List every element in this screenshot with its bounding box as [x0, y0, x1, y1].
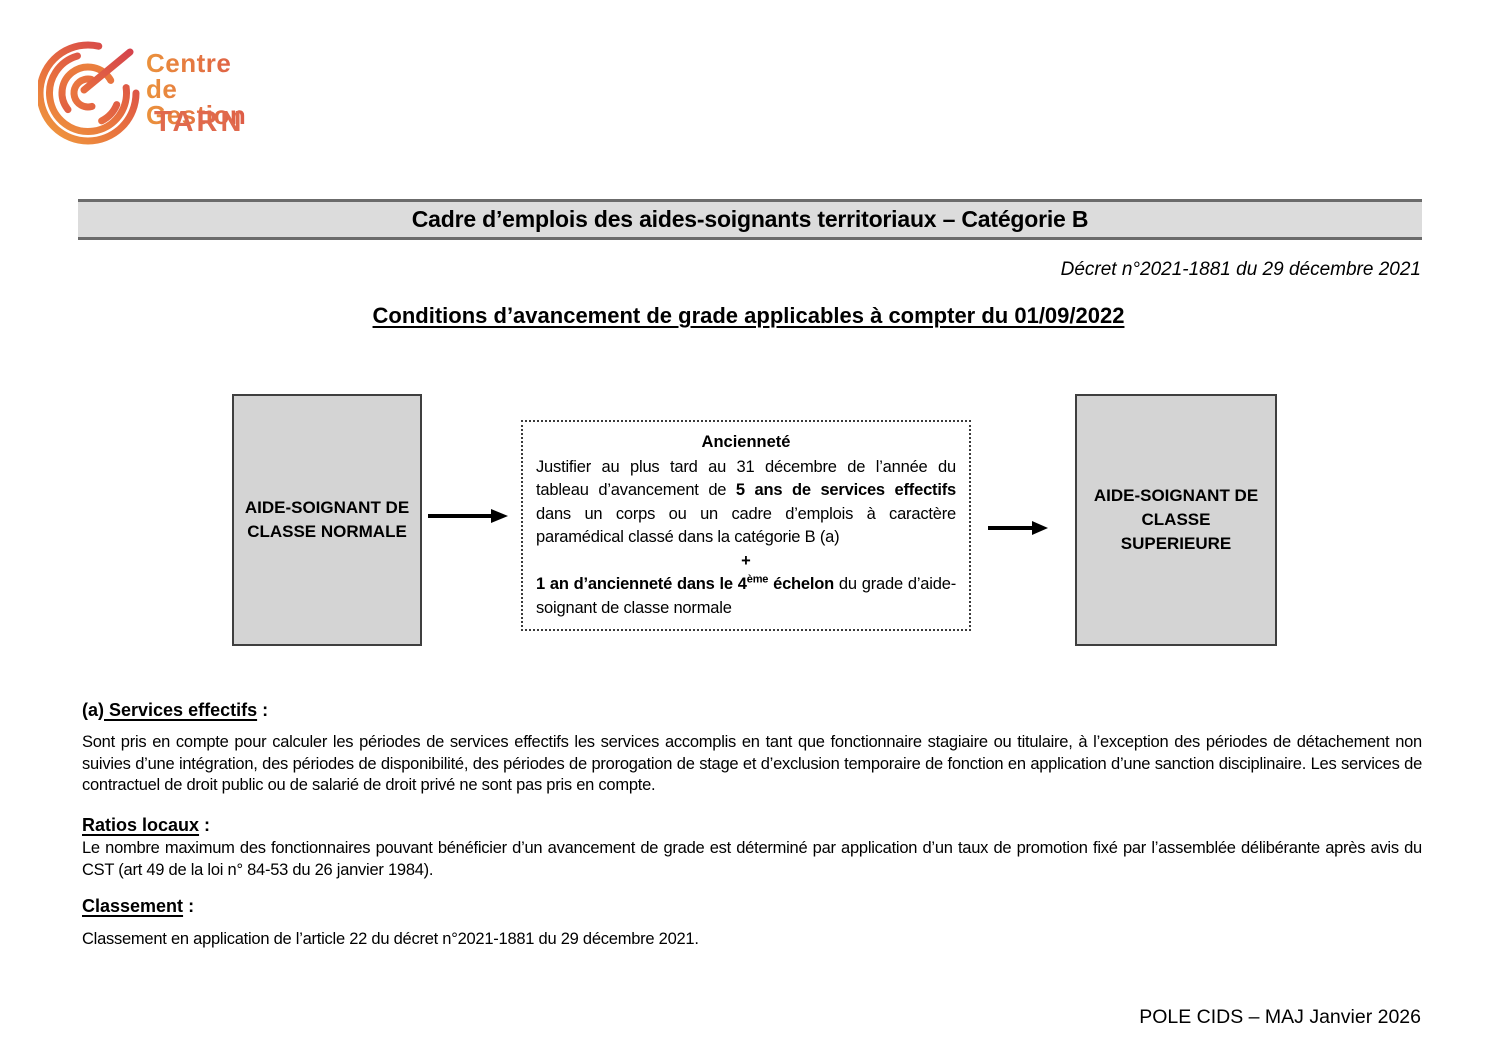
grade-box-line: SUPERIEURE — [1120, 534, 1232, 553]
grade-box-line: CLASSE — [1141, 510, 1211, 529]
grade-box-classe-superieure — [1075, 394, 1277, 646]
grade-box-line: AIDE-SOIGNANT DE — [244, 498, 410, 517]
condition-text: dans un corps ou un cadre d’emplois à caractère paramédical classé dans la catégorie B (a) — [536, 504, 956, 546]
arrow-right-icon — [428, 508, 510, 524]
condition-text-bold: 1 an d’ancienneté dans le 4 — [536, 575, 747, 593]
page-title: Cadre d’emplois des aides-soignants territoriaux – Catégorie B — [411, 206, 1089, 232]
logo-tarn-label: TARN — [154, 106, 245, 138]
condition-box — [521, 420, 971, 631]
condition-text: du grade d’aide-soignant de classe normale — [536, 575, 956, 617]
page-subtitle: Conditions d’avancement de grade applicables à compter du 01/09/2022 — [372, 303, 1125, 328]
heading-underlined: Services effectifs — [104, 700, 258, 720]
condition-text-bold: échelon — [768, 575, 835, 593]
heading-underlined: Classement — [82, 896, 184, 916]
plus-sign: + — [741, 551, 751, 570]
condition-title: Ancienneté — [701, 433, 791, 451]
cdg-tarn-logo — [38, 24, 283, 164]
section-body-classement: Classement en application de l’article 22 du décret n°2021-1881 du 29 décembre 2021. — [82, 930, 699, 948]
decree-reference: Décret n°2021-1881 du 29 décembre 2021 — [1060, 259, 1421, 280]
ordinal-superscript: ème — [746, 573, 769, 586]
logo-line-2: de Gestion — [146, 74, 247, 130]
heading-underlined: Ratios locaux — [82, 815, 200, 835]
condition-text-bold: 5 ans de services effectifs — [735, 481, 957, 499]
condition-text: Justifier au plus tard au 31 décembre de l’année du tableau d’avancement de — [536, 457, 956, 499]
footer-note: POLE CIDS – MAJ Janvier 2026 — [1139, 1006, 1421, 1028]
grade-box-classe-normale — [232, 394, 422, 646]
title-banner — [78, 199, 1422, 240]
arrow-right-icon — [988, 520, 1050, 536]
section-heading-classement — [82, 896, 194, 917]
logo-line-1: Centre — [146, 48, 232, 78]
subtitle-row — [0, 303, 1497, 329]
heading-suffix: : — [183, 896, 195, 916]
heading-suffix: : — [199, 815, 211, 835]
section-body-services-effectifs: Sont pris en compte pour calculer les périodes de services effectifs les services accomplis en tant que fonctionnaire stagiaire ou titulaire, à l’exception des périodes de détachement non suivies d’une intégration, des périodes de disponibilité, des périodes de prorogation de stage et d’exclusion temporaire de fonction en application d’une sanction disciplinaire. Les services de contractuel de droit public ou de salarié de droit privé ne sont pas pris en compte. — [82, 733, 1422, 794]
condition-paragraph-1 — [536, 456, 956, 550]
heading-suffix: : — [257, 700, 269, 720]
grade-box-line: AIDE-SOIGNANT DE — [1093, 486, 1259, 505]
section-heading-ratios-locaux — [82, 815, 210, 836]
section-body-ratios-locaux: Le nombre maximum des fonctionnaires pouvant bénéficier d’un avancement de grade est déterminé par application d’un taux de promotion fixé par l’assemblée délibérante après avis du CST (art 49 de la loi n° 84-53 du 26 janvier 1984). — [82, 839, 1422, 879]
condition-paragraph-2 — [536, 573, 956, 620]
grade-box-line: CLASSE NORMALE — [247, 522, 407, 541]
section-heading-services-effectifs — [82, 700, 268, 721]
heading-prefix: (a) — [82, 700, 104, 720]
cdg-tarn-logo-icon — [38, 29, 142, 159]
